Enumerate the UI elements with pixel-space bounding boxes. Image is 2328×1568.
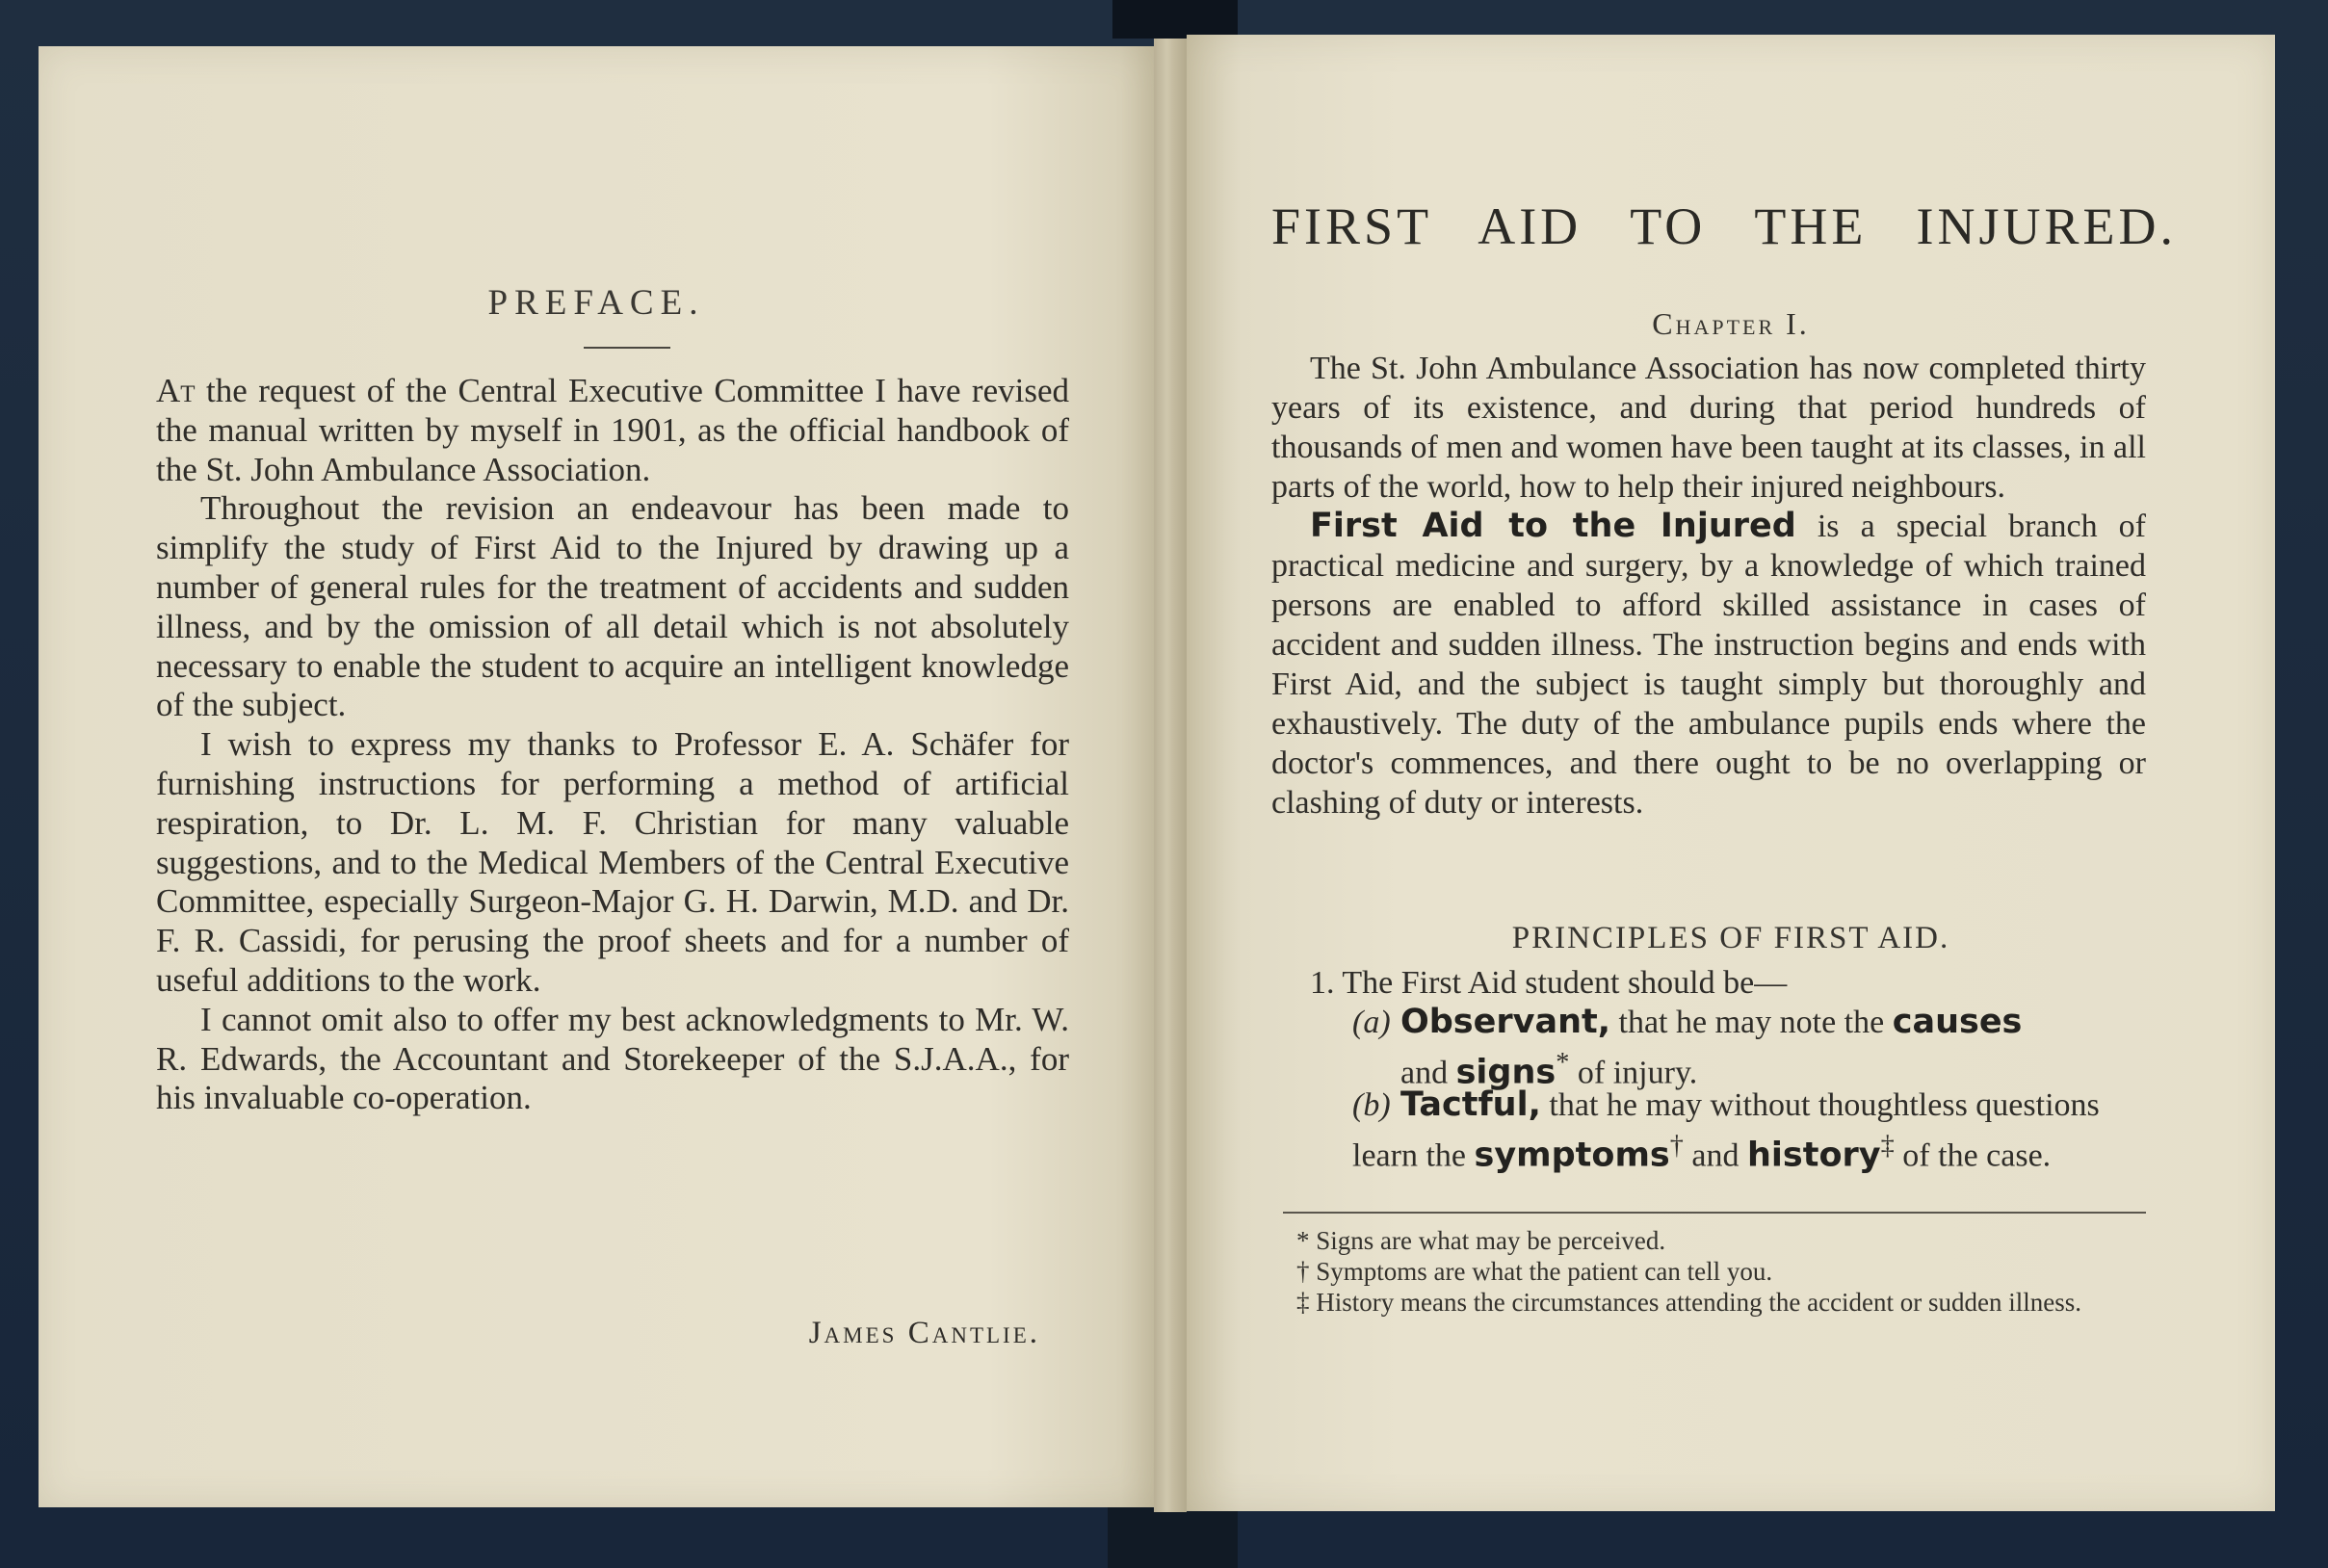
footnote-rule bbox=[1283, 1212, 2146, 1214]
sub-item-label: (a) bbox=[1352, 1005, 1391, 1040]
sub-item-a bbox=[1352, 1002, 2146, 1093]
footnote-mark: * bbox=[1556, 1048, 1570, 1078]
preface-lead-word: At bbox=[156, 372, 196, 409]
chapter-body bbox=[1271, 349, 2146, 823]
main-title: FIRST AID TO THE INJURED. bbox=[1271, 197, 2177, 255]
bold-term: Tactful, bbox=[1400, 1085, 1541, 1124]
preface-paragraph-text: the request of the Central Executive Committee I have revised the manual written by myself in 1901, as the official handbook of the St. John Ambulance Association. bbox=[156, 372, 1069, 488]
preface-title: PREFACE. bbox=[487, 283, 705, 323]
left-page bbox=[39, 46, 1154, 1507]
preface-rule bbox=[584, 347, 670, 349]
footnotes bbox=[1283, 1225, 2161, 1318]
bold-term: signs bbox=[1455, 1053, 1556, 1092]
spine-top bbox=[1112, 0, 1238, 39]
sub-item-text: that he may note the bbox=[1610, 1005, 1893, 1040]
sub-item-text: that he may without thoughtless questions learn the bbox=[1352, 1087, 2100, 1174]
bold-term: history bbox=[1747, 1136, 1881, 1175]
preface-paragraph: I cannot omit also to offer my best acknowledgments to Mr. W. R. Edwards, the Accountant and Storekeeper of the S.J.A.A., for his invaluable co-operation. bbox=[156, 1000, 1069, 1117]
footnote-mark: ‡ bbox=[1880, 1131, 1895, 1161]
sub-item-b bbox=[1352, 1085, 2146, 1176]
sub-item-text: of the case. bbox=[1894, 1137, 2052, 1174]
footnote-mark: † bbox=[1669, 1131, 1684, 1161]
spine-bottom bbox=[1108, 1503, 1238, 1568]
chapter-paragraph-text: is a special branch of practical medicine and surgery, by a knowledge of which trained persons are enabled to afford skilled assistance in cases of accident and sudden illness. The instruction begins and ends with First Aid, and the subject is taught simply but thoroughly and exhaustively. The duty of the ambulance pupils ends where the doctor's commences, and there ought to be no overlapping or clashing of duty or interests. bbox=[1271, 509, 2146, 821]
right-page bbox=[1187, 35, 2275, 1511]
bold-term: symptoms bbox=[1474, 1136, 1670, 1175]
chapter-paragraph bbox=[1271, 507, 2146, 823]
footnote: ‡ History means the circumstances attending the accident or sudden illness. bbox=[1296, 1288, 2082, 1317]
footnote: * Signs are what may be perceived. bbox=[1296, 1226, 1666, 1255]
signature: James Cantlie. bbox=[808, 1316, 1040, 1350]
sub-item-label: (b) bbox=[1352, 1087, 1391, 1123]
chapter-heading: Chapter I. bbox=[1652, 306, 1810, 341]
preface-paragraph bbox=[156, 372, 1069, 489]
sub-item-text: and bbox=[1400, 1055, 1456, 1091]
bold-term: First Aid to the Injured bbox=[1310, 507, 1796, 545]
bold-term: Observant, bbox=[1400, 1003, 1611, 1041]
sub-item-text: and bbox=[1683, 1137, 1748, 1174]
sub-item-text: of injury. bbox=[1569, 1055, 1698, 1091]
preface-paragraph: I wish to express my thanks to Professor E. A. Schäfer for furnishing instructions for performing a method of artificial respiration, to Dr. L. M. F. Christian for many valuable suggestions, and to the Medical Members of the Central Executive Committee, especially Surgeon-Major G. H. Darwin, M.D. and Dr. F. R. Cassidi, for perusing the proof sheets and for a number of useful additions to the work. bbox=[156, 725, 1069, 999]
preface-paragraph: Throughout the revision an endeavour has been made to simplify the study of First Aid to the Injured by drawing up a number of general rules for the treatment of accidents and sudden illness, and by the omission of all detail which is not absolutely necessary to enable the student to acquire an intelligent knowledge of the subject. bbox=[156, 489, 1069, 724]
chapter-paragraph: The St. John Ambulance Association has now completed thirty years of its existence, and during that period hundreds of thousands of men and women have been taught at its classes, in all parts of the world, how to help their injured neighbours. bbox=[1271, 351, 2146, 505]
bold-term: causes bbox=[1892, 1003, 2023, 1041]
principles-heading: PRINCIPLES OF FIRST AID. bbox=[1511, 921, 1950, 955]
principle-item: 1. The First Aid student should be— bbox=[1310, 965, 1788, 1001]
preface-body bbox=[156, 372, 1069, 1118]
footnote: † Symptoms are what the patient can tell you. bbox=[1296, 1257, 1773, 1286]
book-gutter bbox=[1154, 39, 1187, 1512]
